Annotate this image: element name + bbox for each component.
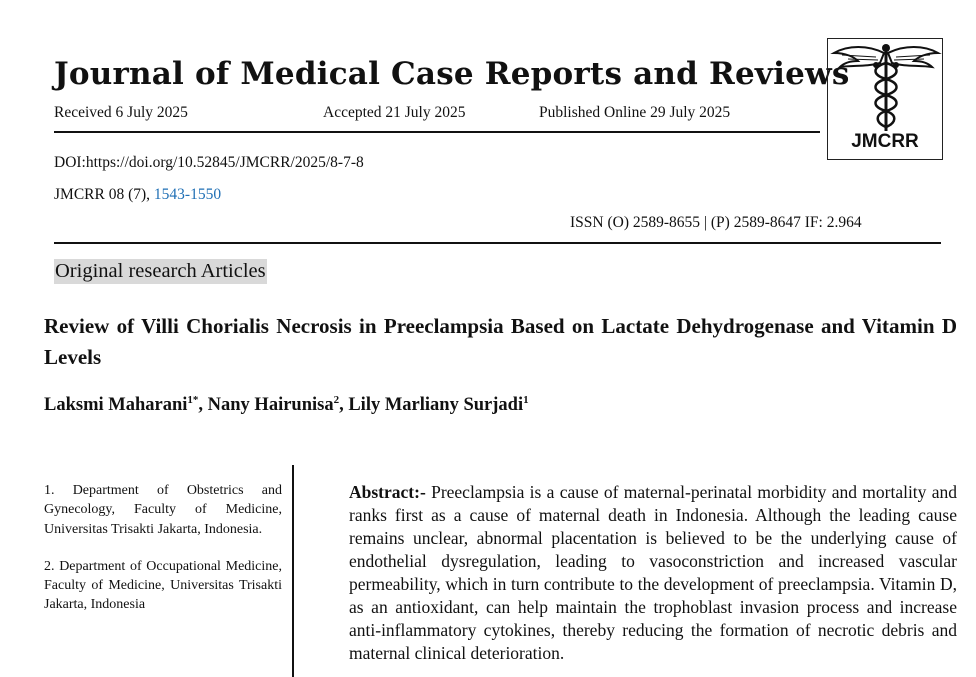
abstract-text: Preeclampsia is a cause of maternal-perinatal morbidity and mortality and ranks first as a cause of maternal death in Indonesia. Although the leading cause remains unclear, abnormal placentation is believed to be the underlying cause of endothelial dysregulation, leading to vasoconstriction and increased vascular permeability, which in turn contribute to the development of preeclampsia. Vitamin D, as an antioxidant, can help maintain the trophoblast invasion process and increase anti-inflammatory cytokines, thereby reducing the formation of necrotic debris and maternal clinical deterioration. bbox=[349, 482, 957, 663]
caduceus-icon bbox=[828, 39, 944, 139]
affiliations bbox=[44, 481, 282, 633]
author-affiliation-mark: 2 bbox=[333, 394, 340, 406]
author-name[interactable]: Nany Hairunisa bbox=[207, 395, 334, 416]
received-date: Received 6 July 2025 bbox=[54, 104, 188, 121]
header-rule bbox=[54, 131, 820, 133]
author-affiliation-mark: 1* bbox=[187, 394, 199, 406]
citation bbox=[54, 186, 221, 204]
journal-logo bbox=[827, 38, 943, 160]
author-separator: , bbox=[198, 395, 208, 416]
affiliation-item: 2. Department of Occupational Medicine, Faculty of Medicine, Universitas Trisakti Jakarta, Indonesia bbox=[44, 558, 282, 613]
author-separator: , bbox=[339, 395, 349, 416]
author-list bbox=[44, 394, 529, 416]
article-type: Original research Articles bbox=[55, 260, 266, 282]
citation-volume: JMCRR 08 (7), bbox=[54, 186, 154, 203]
abstract bbox=[349, 481, 957, 665]
doi-link[interactable]: DOI:https://doi.org/10.52845/JMCRR/2025/8-7-8 bbox=[54, 154, 364, 171]
author-affiliation-mark: 1 bbox=[523, 394, 529, 406]
journal-title: Journal of Medical Case Reports and Reviews bbox=[54, 56, 850, 92]
author-name[interactable]: Laksmi Maharani bbox=[44, 395, 188, 416]
author-name[interactable]: Lily Marliany Surjadi bbox=[348, 395, 524, 416]
column-divider bbox=[292, 465, 294, 677]
page-range-link[interactable]: 1543-1550 bbox=[153, 186, 222, 203]
published-date: Published Online 29 July 2025 bbox=[539, 104, 731, 121]
article-title: Review of Villi Chorialis Necrosis in Preeclampsia Based on Lactate Dehydrogenase and Vitamin D Levels bbox=[44, 314, 957, 369]
issn-line: ISSN (O) 2589-8655 | (P) 2589-8647 IF: 2.964 bbox=[570, 214, 862, 231]
section-rule bbox=[54, 242, 941, 244]
abstract-label: Abstract:- bbox=[349, 482, 426, 502]
affiliation-item: 1. Department of Obstetrics and Gynecology, Faculty of Medicine, Universitas Trisakti Jakarta, Indonesia. bbox=[44, 483, 282, 537]
logo-text: JMCRR bbox=[851, 131, 919, 152]
accepted-date: Accepted 21 July 2025 bbox=[323, 104, 466, 121]
